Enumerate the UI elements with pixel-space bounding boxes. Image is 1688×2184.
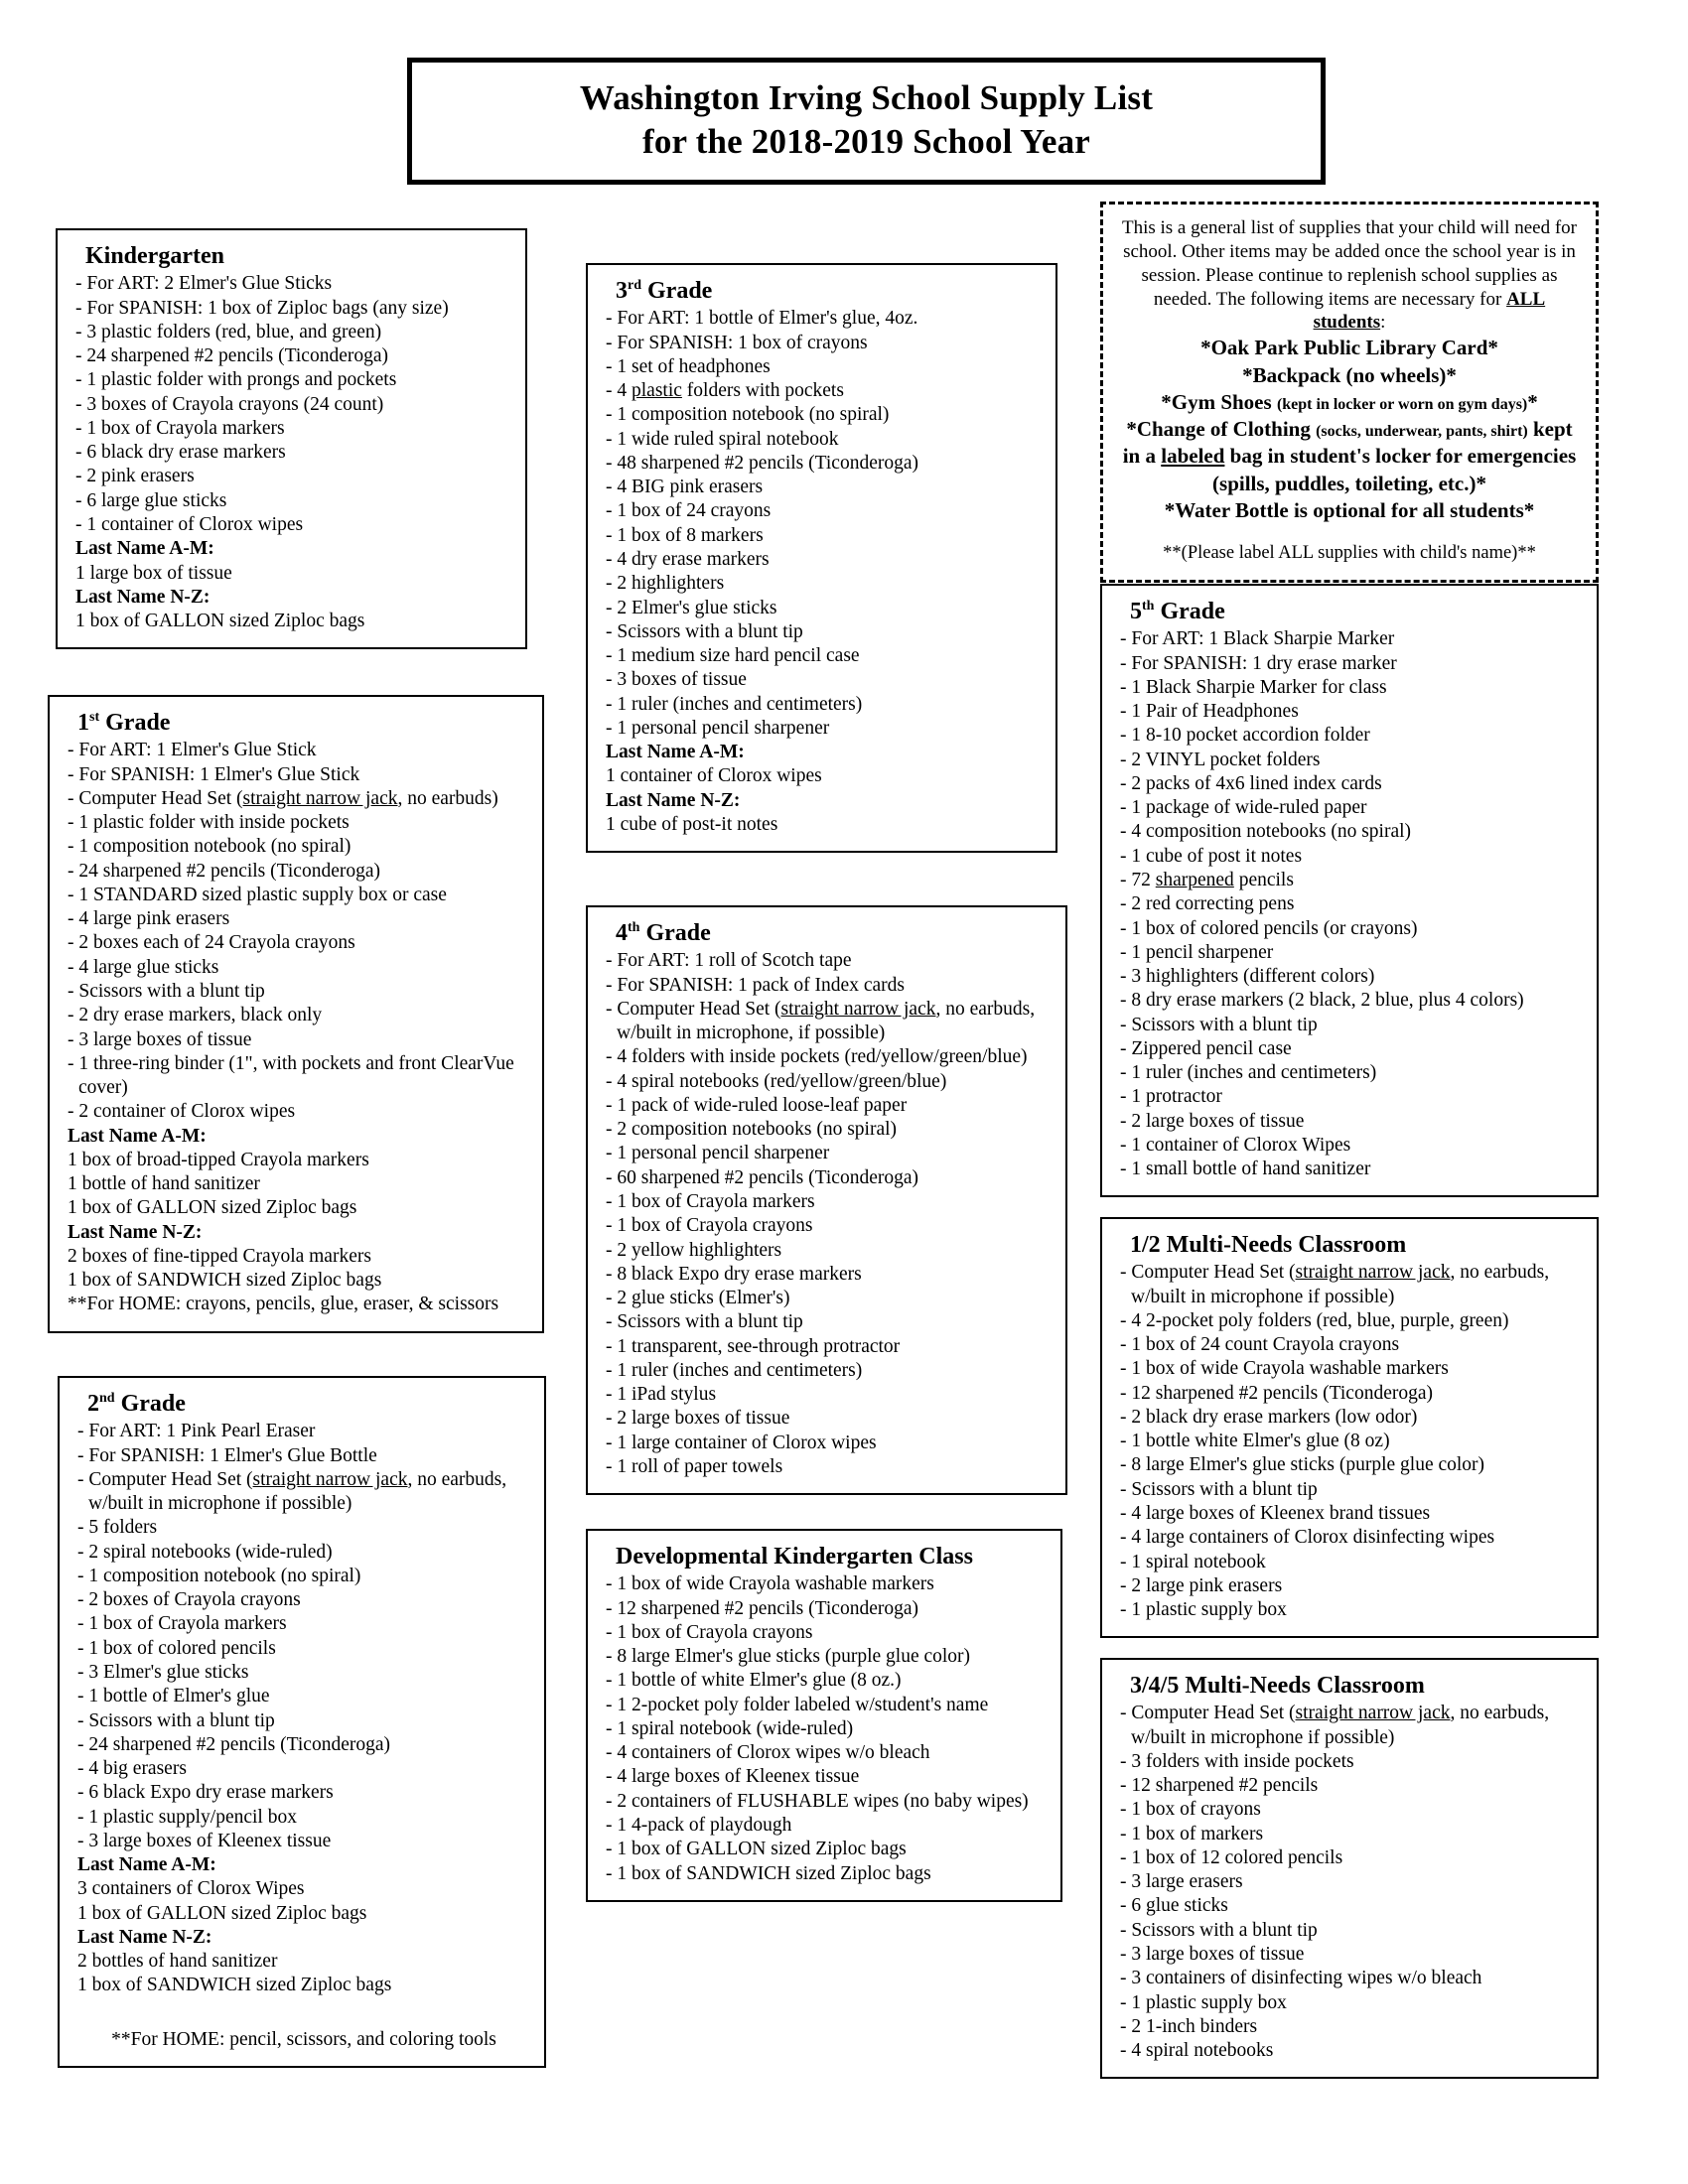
supply-list-after xyxy=(606,403,1042,741)
list-item: - 1 roll of paper towels xyxy=(606,1455,783,1477)
supply-list-am xyxy=(606,764,1042,788)
list-item: - For SPANISH: 1 dry erase marker xyxy=(1120,652,1397,674)
list-item: - 1 box of Crayola markers xyxy=(77,1613,287,1635)
list-item: - 1 box of markers xyxy=(1120,1823,1264,1844)
list-item: - 1 ruler (inches and centimeters) xyxy=(606,693,863,715)
list-item: - 1 ruler (inches and centimeters) xyxy=(606,1359,863,1381)
list-item: - 12 sharpened #2 pencils (Ticonderoga) xyxy=(1120,1382,1433,1404)
list-item: 2 bottles of hand sanitizer xyxy=(77,1951,278,1973)
supply-list-am xyxy=(75,562,511,586)
list-item-headset: - Computer Head Set (straight narrow jack, no earbuds, w/built in microphone, if possible) xyxy=(606,998,1036,1044)
list-item: - 2 large boxes of tissue xyxy=(1120,1110,1305,1132)
list-item: - 2 pink erasers xyxy=(75,466,195,487)
section-grade-3 xyxy=(586,263,1057,853)
section-heading xyxy=(87,1390,530,1418)
supply-list-nz xyxy=(75,610,511,633)
sharpened-emphasis: sharpened xyxy=(1155,869,1234,890)
list-item: - 2 spiral notebooks (wide-ruled) xyxy=(77,1541,333,1563)
supply-list-part2 xyxy=(1120,892,1583,1181)
list-item: - 6 black Expo dry erase markers xyxy=(77,1782,334,1804)
list-item: - 1 4-pack of playdough xyxy=(606,1814,792,1836)
section-developmental-kindergarten xyxy=(586,1529,1062,1902)
list-item: - 2 large boxes of tissue xyxy=(606,1408,790,1430)
list-item: - 6 black dry erase markers xyxy=(75,442,286,464)
list-item: 1 container of Clorox wipes xyxy=(606,765,822,787)
list-item: - For ART: 1 Pink Pearl Eraser xyxy=(77,1421,316,1442)
list-item: - 2 Elmer's glue sticks xyxy=(606,597,777,618)
list-item: - Zippered pencil case xyxy=(1120,1037,1292,1059)
supply-list xyxy=(75,272,511,537)
supply-list xyxy=(77,1516,530,1853)
list-item: - 1 personal pencil sharpener xyxy=(606,717,830,739)
supply-list-part1 xyxy=(1120,627,1583,869)
headset-jack-emphasis: straight narrow jack xyxy=(1295,1262,1451,1284)
grade-ordinal: nd xyxy=(99,1391,115,1406)
list-item: - 1 box of Crayola crayons xyxy=(606,1621,813,1643)
list-item: - 2 yellow highlighters xyxy=(606,1239,782,1261)
list-item: - 1 cube of post it notes xyxy=(1120,845,1303,867)
list-item: - 24 sharpened #2 pencils (Ticonderoga) xyxy=(77,1733,390,1755)
list-item: - For SPANISH: 1 pack of Index cards xyxy=(606,974,905,996)
list-item: - Scissors with a blunt tip xyxy=(77,1709,275,1731)
list-item: - 4 big erasers xyxy=(77,1758,187,1780)
last-name-nz-heading: Last Name N-Z: xyxy=(75,586,211,608)
list-item: - 1 plastic supply box xyxy=(1120,1991,1287,2013)
list-item: - 24 sharpened #2 pencils (Ticonderoga) xyxy=(75,345,388,367)
section-heading: 1/2 Multi-Needs Classroom xyxy=(1130,1232,1407,1258)
list-item: 2 boxes of fine-tipped Crayola markers xyxy=(68,1245,371,1267)
list-item: - 4 spiral notebooks xyxy=(1120,2040,1274,2062)
list-item: - 1 box of Crayola markers xyxy=(606,1190,815,1212)
list-item: - 1 plastic folder with inside pockets xyxy=(68,812,350,834)
list-item: 1 large box of tissue xyxy=(75,562,232,584)
list-item-sharpened-pencils: - 72 sharpened pencils xyxy=(1120,869,1294,890)
list-item: - 1 bottle of white Elmer's glue (8 oz.) xyxy=(606,1670,902,1692)
grade-ordinal: th xyxy=(1142,599,1155,614)
list-item: - 1 wide ruled spiral notebook xyxy=(606,428,839,450)
list-item: - 1 three-ring binder (1", with pockets and front ClearVue cover) xyxy=(68,1052,514,1099)
list-item: - 2 packs of 4x6 lined index cards xyxy=(1120,772,1382,794)
list-item: - 1 box of SANDWICH sized Ziploc bags xyxy=(606,1862,931,1884)
list-item: 1 box of GALLON sized Ziploc bags xyxy=(77,1902,367,1924)
last-name-nz-heading: Last Name N-Z: xyxy=(606,789,741,811)
list-item: - 60 sharpened #2 pencils (Ticonderoga) xyxy=(606,1166,918,1188)
list-item: - 4 folders with inside pockets (red/yellow/green/blue) xyxy=(606,1046,1028,1068)
list-item: - 1 composition notebook (no spiral) xyxy=(68,836,352,858)
last-name-am-heading: Last Name A-M: xyxy=(75,538,214,560)
headset-jack-emphasis: straight narrow jack xyxy=(780,998,936,1020)
section-kindergarten xyxy=(56,228,527,649)
list-item: - 2 1-inch binders xyxy=(1120,2015,1258,2037)
list-item: - 1 2-pocket poly folder labeled w/student's name xyxy=(606,1694,989,1715)
list-item: - For ART: 1 roll of Scotch tape xyxy=(606,950,852,972)
list-item: - 1 spiral notebook xyxy=(1120,1551,1266,1572)
list-item: - 4 large glue sticks xyxy=(68,956,219,978)
list-item: - 5 folders xyxy=(77,1517,158,1539)
list-item: 1 cube of post-it notes xyxy=(606,813,778,835)
list-item: - 24 sharpened #2 pencils (Ticonderoga) xyxy=(68,860,380,882)
list-item: - Scissors with a blunt tip xyxy=(1120,1919,1318,1941)
supply-list xyxy=(606,1572,1047,1885)
headset-jack-emphasis: straight narrow jack xyxy=(1295,1703,1451,1724)
list-item: - For SPANISH: 1 Elmer's Glue Bottle xyxy=(77,1444,377,1466)
list-item: - 4 large pink erasers xyxy=(68,908,230,930)
info-line-backpack: *Backpack (no wheels)* xyxy=(1242,362,1457,387)
list-item: - 1 bottle white Elmer's glue (8 oz) xyxy=(1120,1431,1390,1452)
list-item: - 4 large containers of Clorox disinfecting wipes xyxy=(1120,1527,1495,1549)
info-line-library-card: *Oak Park Public Library Card* xyxy=(1200,336,1498,360)
list-item: - 2 glue sticks (Elmer's) xyxy=(606,1288,790,1309)
info-line-water-bottle: *Water Bottle is optional for all students* xyxy=(1164,498,1535,522)
section-grade-5 xyxy=(1100,584,1599,1197)
headset-jack-emphasis: straight narrow jack xyxy=(252,1468,408,1490)
grade-ordinal: st xyxy=(89,710,100,725)
list-item: - 1 large container of Clorox wipes xyxy=(606,1432,877,1453)
last-name-am-heading: Last Name A-M: xyxy=(77,1854,216,1876)
list-item: - 1 transparent, see-through protractor xyxy=(606,1335,901,1357)
list-item: - Scissors with a blunt tip xyxy=(1120,1478,1318,1500)
list-item: - 1 container of Clorox wipes xyxy=(75,513,304,535)
home-supplies-note: **For HOME: crayons, pencils, glue, eraser, & scissors xyxy=(68,1294,499,1315)
list-item: - 1 Black Sharpie Marker for class xyxy=(1120,676,1387,698)
grade-ordinal: th xyxy=(628,920,640,935)
list-item: - 4 large boxes of Kleenex tissue xyxy=(606,1766,860,1788)
section-heading xyxy=(616,277,1042,305)
list-item: - 1 box of Crayola crayons xyxy=(606,1215,813,1237)
supply-list xyxy=(1120,1750,1583,2063)
supply-list xyxy=(68,811,528,1124)
list-item: - 3 large boxes of tissue xyxy=(68,1028,252,1050)
list-item: - 1 box of Crayola markers xyxy=(75,417,285,439)
list-item: - 12 sharpened #2 pencils (Ticonderoga) xyxy=(606,1597,918,1619)
info-label-note: **(Please label ALL supplies with child's name)** xyxy=(1163,543,1536,564)
list-item: - 12 sharpened #2 pencils xyxy=(1120,1775,1319,1797)
title-line-2: for the 2018-2019 School Year xyxy=(641,122,1091,162)
list-item: - 4 spiral notebooks (red/yellow/green/blue) xyxy=(606,1070,947,1092)
section-grade-2 xyxy=(58,1376,546,2068)
supply-list-nz xyxy=(68,1245,528,1294)
list-item-headset: - Computer Head Set (straight narrow jack, no earbuds, w/built in microphone if possible) xyxy=(1120,1703,1550,1748)
list-item: - 1 box of GALLON sized Ziploc bags xyxy=(606,1839,907,1860)
grade-word: Grade xyxy=(99,710,171,736)
grade-ordinal: rd xyxy=(628,278,641,293)
title-line-1: Washington Irving School Supply List xyxy=(579,78,1154,117)
list-item: 1 box of GALLON sized Ziploc bags xyxy=(68,1197,357,1219)
page-title xyxy=(407,58,1326,185)
supply-list-before xyxy=(606,949,1052,998)
list-item: - 1 box of 12 colored pencils xyxy=(1120,1846,1343,1868)
list-item: - For ART: 1 Elmer's Glue Stick xyxy=(68,740,317,761)
list-item: - 4 large boxes of Kleenex brand tissues xyxy=(1120,1502,1431,1524)
list-item: 1 box of SANDWICH sized Ziploc bags xyxy=(68,1270,382,1292)
list-item: - 4 dry erase markers xyxy=(606,548,770,570)
list-item: 3 containers of Clorox Wipes xyxy=(77,1878,305,1900)
grade-number: 2 xyxy=(87,1391,99,1417)
section-heading xyxy=(616,919,1052,947)
list-item: - 1 composition notebook (no spiral) xyxy=(606,404,890,426)
list-item: - 1 plastic supply/pencil box xyxy=(77,1806,297,1828)
plastic-emphasis: plastic xyxy=(632,380,682,402)
list-item: - 3 large boxes of Kleenex tissue xyxy=(77,1830,332,1851)
list-item: - Scissors with a blunt tip xyxy=(1120,1014,1318,1035)
section-grade-1 xyxy=(48,695,544,1333)
list-item: - 1 pencil sharpener xyxy=(1120,941,1274,963)
list-item: - 3 folders with inside pockets xyxy=(1120,1750,1354,1772)
supply-list-nz xyxy=(77,1950,530,1998)
list-item: - 4 BIG pink erasers xyxy=(606,477,764,498)
list-item: - 1 composition notebook (no spiral) xyxy=(77,1565,361,1586)
section-heading: Developmental Kindergarten Class xyxy=(616,1544,973,1570)
list-item: - 3 boxes of Crayola crayons (24 count) xyxy=(75,393,384,415)
list-item: - For SPANISH: 1 box of crayons xyxy=(606,332,868,353)
list-item: - 1 package of wide-ruled paper xyxy=(1120,797,1367,819)
list-item: 1 box of GALLON sized Ziploc bags xyxy=(75,611,365,632)
list-item-headset: - Computer Head Set (straight narrow jack, no earbuds) xyxy=(68,787,498,809)
section-multi-needs-3-4-5 xyxy=(1100,1658,1599,2079)
all-students-emphasis: ALL students xyxy=(1313,288,1546,334)
list-item: - 2 VINYL pocket folders xyxy=(1120,749,1321,770)
supply-list-after xyxy=(606,1045,1052,1479)
list-item: - 1 STANDARD sized plastic supply box or case xyxy=(68,884,447,905)
grade-word: Grade xyxy=(641,278,713,304)
last-name-nz-heading: Last Name N-Z: xyxy=(77,1926,212,1948)
supply-list-nz xyxy=(606,813,1042,837)
list-item: - 1 box of 24 crayons xyxy=(606,500,772,522)
grade-word: Grade xyxy=(639,920,711,946)
list-item: - 1 personal pencil sharpener xyxy=(606,1143,830,1164)
supply-list xyxy=(1120,1309,1583,1622)
list-item: - 1 set of headphones xyxy=(606,355,771,377)
list-item: - 8 dry erase markers (2 black, 2 blue, plus 4 colors) xyxy=(1120,990,1524,1012)
list-item: - For ART: 2 Elmer's Glue Sticks xyxy=(75,273,333,295)
list-item: - 2 large pink erasers xyxy=(1120,1574,1283,1596)
list-item: - 3 containers of disinfecting wipes w/o bleach xyxy=(1120,1968,1482,1989)
list-item: - 4 composition notebooks (no spiral) xyxy=(1120,821,1412,843)
list-item: - 2 composition notebooks (no spiral) xyxy=(606,1119,898,1141)
supply-list-am xyxy=(68,1149,528,1221)
list-item: - 3 large boxes of tissue xyxy=(1120,1943,1305,1965)
section-multi-needs-1-2 xyxy=(1100,1217,1599,1638)
list-item: - 6 glue sticks xyxy=(1120,1895,1228,1917)
list-item: - 8 black Expo dry erase markers xyxy=(606,1263,862,1285)
list-item: - For ART: 1 bottle of Elmer's glue, 4oz. xyxy=(606,308,918,330)
list-item: - 1 protractor xyxy=(1120,1086,1222,1108)
list-item: 1 box of broad-tipped Crayola markers xyxy=(68,1149,369,1170)
list-item: - 1 container of Clorox Wipes xyxy=(1120,1134,1351,1156)
info-intro: This is a general list of supplies that your child will need for school. Other items may be added once the school year is in session. Please continue to replenish school supplies as needed. The following items are necessary for ALL students: xyxy=(1121,217,1577,334)
list-item: - 3 highlighters (different colors) xyxy=(1120,966,1375,988)
section-heading: Kindergarten xyxy=(85,243,224,269)
grade-word: Grade xyxy=(114,1391,186,1417)
list-item: - 2 black dry erase markers (low odor) xyxy=(1120,1406,1418,1428)
list-item: - 48 sharpened #2 pencils (Ticonderoga) xyxy=(606,452,918,474)
list-item: - 1 bottle of Elmer's glue xyxy=(77,1686,270,1707)
list-item: - 1 box of wide Crayola washable markers xyxy=(606,1573,934,1595)
section-heading xyxy=(77,709,528,737)
list-item: - 1 medium size hard pencil case xyxy=(606,645,860,667)
grade-number: 5 xyxy=(1130,599,1142,624)
section-heading xyxy=(1130,598,1583,625)
list-item: - Scissors with a blunt tip xyxy=(68,980,265,1002)
list-item: - 1 iPad stylus xyxy=(606,1384,717,1406)
list-item: - 3 large erasers xyxy=(1120,1871,1243,1893)
section-heading: 3/4/5 Multi-Needs Classroom xyxy=(1130,1673,1425,1699)
list-item: - 2 containers of FLUSHABLE wipes (no baby wipes) xyxy=(606,1790,1029,1812)
section-grade-4 xyxy=(586,905,1067,1495)
list-item: - 2 red correcting pens xyxy=(1120,893,1295,915)
list-item: - 1 plastic folder with prongs and pockets xyxy=(75,369,397,391)
list-item: - 8 large Elmer's glue sticks (purple glue color) xyxy=(1120,1454,1485,1476)
list-item: - 4 containers of Clorox wipes w/o bleach xyxy=(606,1742,930,1764)
labeled-emphasis: labeled xyxy=(1161,444,1225,469)
info-line-change-of-clothing: *Change of Clothing (socks, underwear, pants, shirt) kept in a labeled bag in student's locker for emergencies (spills, puddles, toileting, etc.)* xyxy=(1122,417,1577,495)
list-item: - 1 plastic supply box xyxy=(1120,1599,1287,1621)
supply-list-before xyxy=(606,307,1042,379)
list-item: - 1 box of 8 markers xyxy=(606,524,764,546)
list-item: - 1 spiral notebook (wide-ruled) xyxy=(606,1717,854,1739)
list-item: - For SPANISH: 1 Elmer's Glue Stick xyxy=(68,763,360,785)
list-item: - 6 large glue sticks xyxy=(75,489,227,511)
supply-list-am xyxy=(77,1877,530,1926)
list-item-plastic-folders: - 4 plastic folders with pockets xyxy=(606,380,844,402)
last-name-nz-heading: Last Name N-Z: xyxy=(68,1221,203,1243)
list-item: - For SPANISH: 1 box of Ziploc bags (any size) xyxy=(75,297,449,319)
list-item-headset: - Computer Head Set (straight narrow jack, no earbuds, w/built in microphone if possible) xyxy=(1120,1262,1550,1307)
list-item: - 1 box of colored pencils (or crayons) xyxy=(1120,917,1418,939)
last-name-am-heading: Last Name A-M: xyxy=(68,1125,207,1147)
list-item: - For ART: 1 Black Sharpie Marker xyxy=(1120,628,1395,650)
list-item-headset: - Computer Head Set (straight narrow jack, no earbuds, w/built in microphone if possible) xyxy=(77,1468,507,1515)
list-item: - 3 Elmer's glue sticks xyxy=(77,1661,249,1683)
list-item: - Scissors with a blunt tip xyxy=(606,620,803,642)
list-item: - 1 box of colored pencils xyxy=(77,1637,276,1659)
list-item: - 1 Pair of Headphones xyxy=(1120,701,1299,723)
list-item: - 3 plastic folders (red, blue, and green) xyxy=(75,321,382,342)
home-supplies-note: **For HOME: pencil, scissors, and coloring tools xyxy=(111,2028,496,2050)
grade-number: 3 xyxy=(616,278,628,304)
general-supplies-info-box xyxy=(1100,202,1599,583)
last-name-am-heading: Last Name A-M: xyxy=(606,742,745,763)
list-item: - 1 box of 24 count Crayola crayons xyxy=(1120,1334,1400,1356)
list-item: - 1 small bottle of hand sanitizer xyxy=(1120,1159,1371,1180)
list-item: - Scissors with a blunt tip xyxy=(606,1311,803,1333)
grade-number: 1 xyxy=(77,710,89,736)
list-item: - 2 dry erase markers, black only xyxy=(68,1005,323,1026)
list-item: - 1 pack of wide-ruled loose-leaf paper xyxy=(606,1094,908,1116)
list-item: - 1 box of wide Crayola washable markers xyxy=(1120,1358,1449,1380)
list-item: - 2 highlighters xyxy=(606,573,725,595)
list-item: 1 bottle of hand sanitizer xyxy=(68,1173,260,1195)
list-item: - 4 2-pocket poly folders (red, blue, purple, green) xyxy=(1120,1309,1509,1331)
list-item: - 3 boxes of tissue xyxy=(606,669,747,691)
list-item: - 2 container of Clorox wipes xyxy=(68,1101,296,1123)
list-item: - 1 8-10 pocket accordion folder xyxy=(1120,725,1370,747)
list-item: 1 box of SANDWICH sized Ziploc bags xyxy=(77,1975,392,1996)
headset-jack-emphasis: straight narrow jack xyxy=(242,787,398,809)
list-item: - 1 box of crayons xyxy=(1120,1799,1261,1821)
list-item: - 1 ruler (inches and centimeters) xyxy=(1120,1062,1377,1084)
grade-number: 4 xyxy=(616,920,628,946)
list-item: - 8 large Elmer's glue sticks (purple glue color) xyxy=(606,1646,971,1668)
list-item: - 2 boxes each of 24 Crayola crayons xyxy=(68,932,355,954)
info-line-gym-shoes: *Gym Shoes (kept in locker or worn on gym days)* xyxy=(1161,389,1538,414)
list-item: - 2 boxes of Crayola crayons xyxy=(77,1589,301,1611)
grade-word: Grade xyxy=(1154,599,1225,624)
